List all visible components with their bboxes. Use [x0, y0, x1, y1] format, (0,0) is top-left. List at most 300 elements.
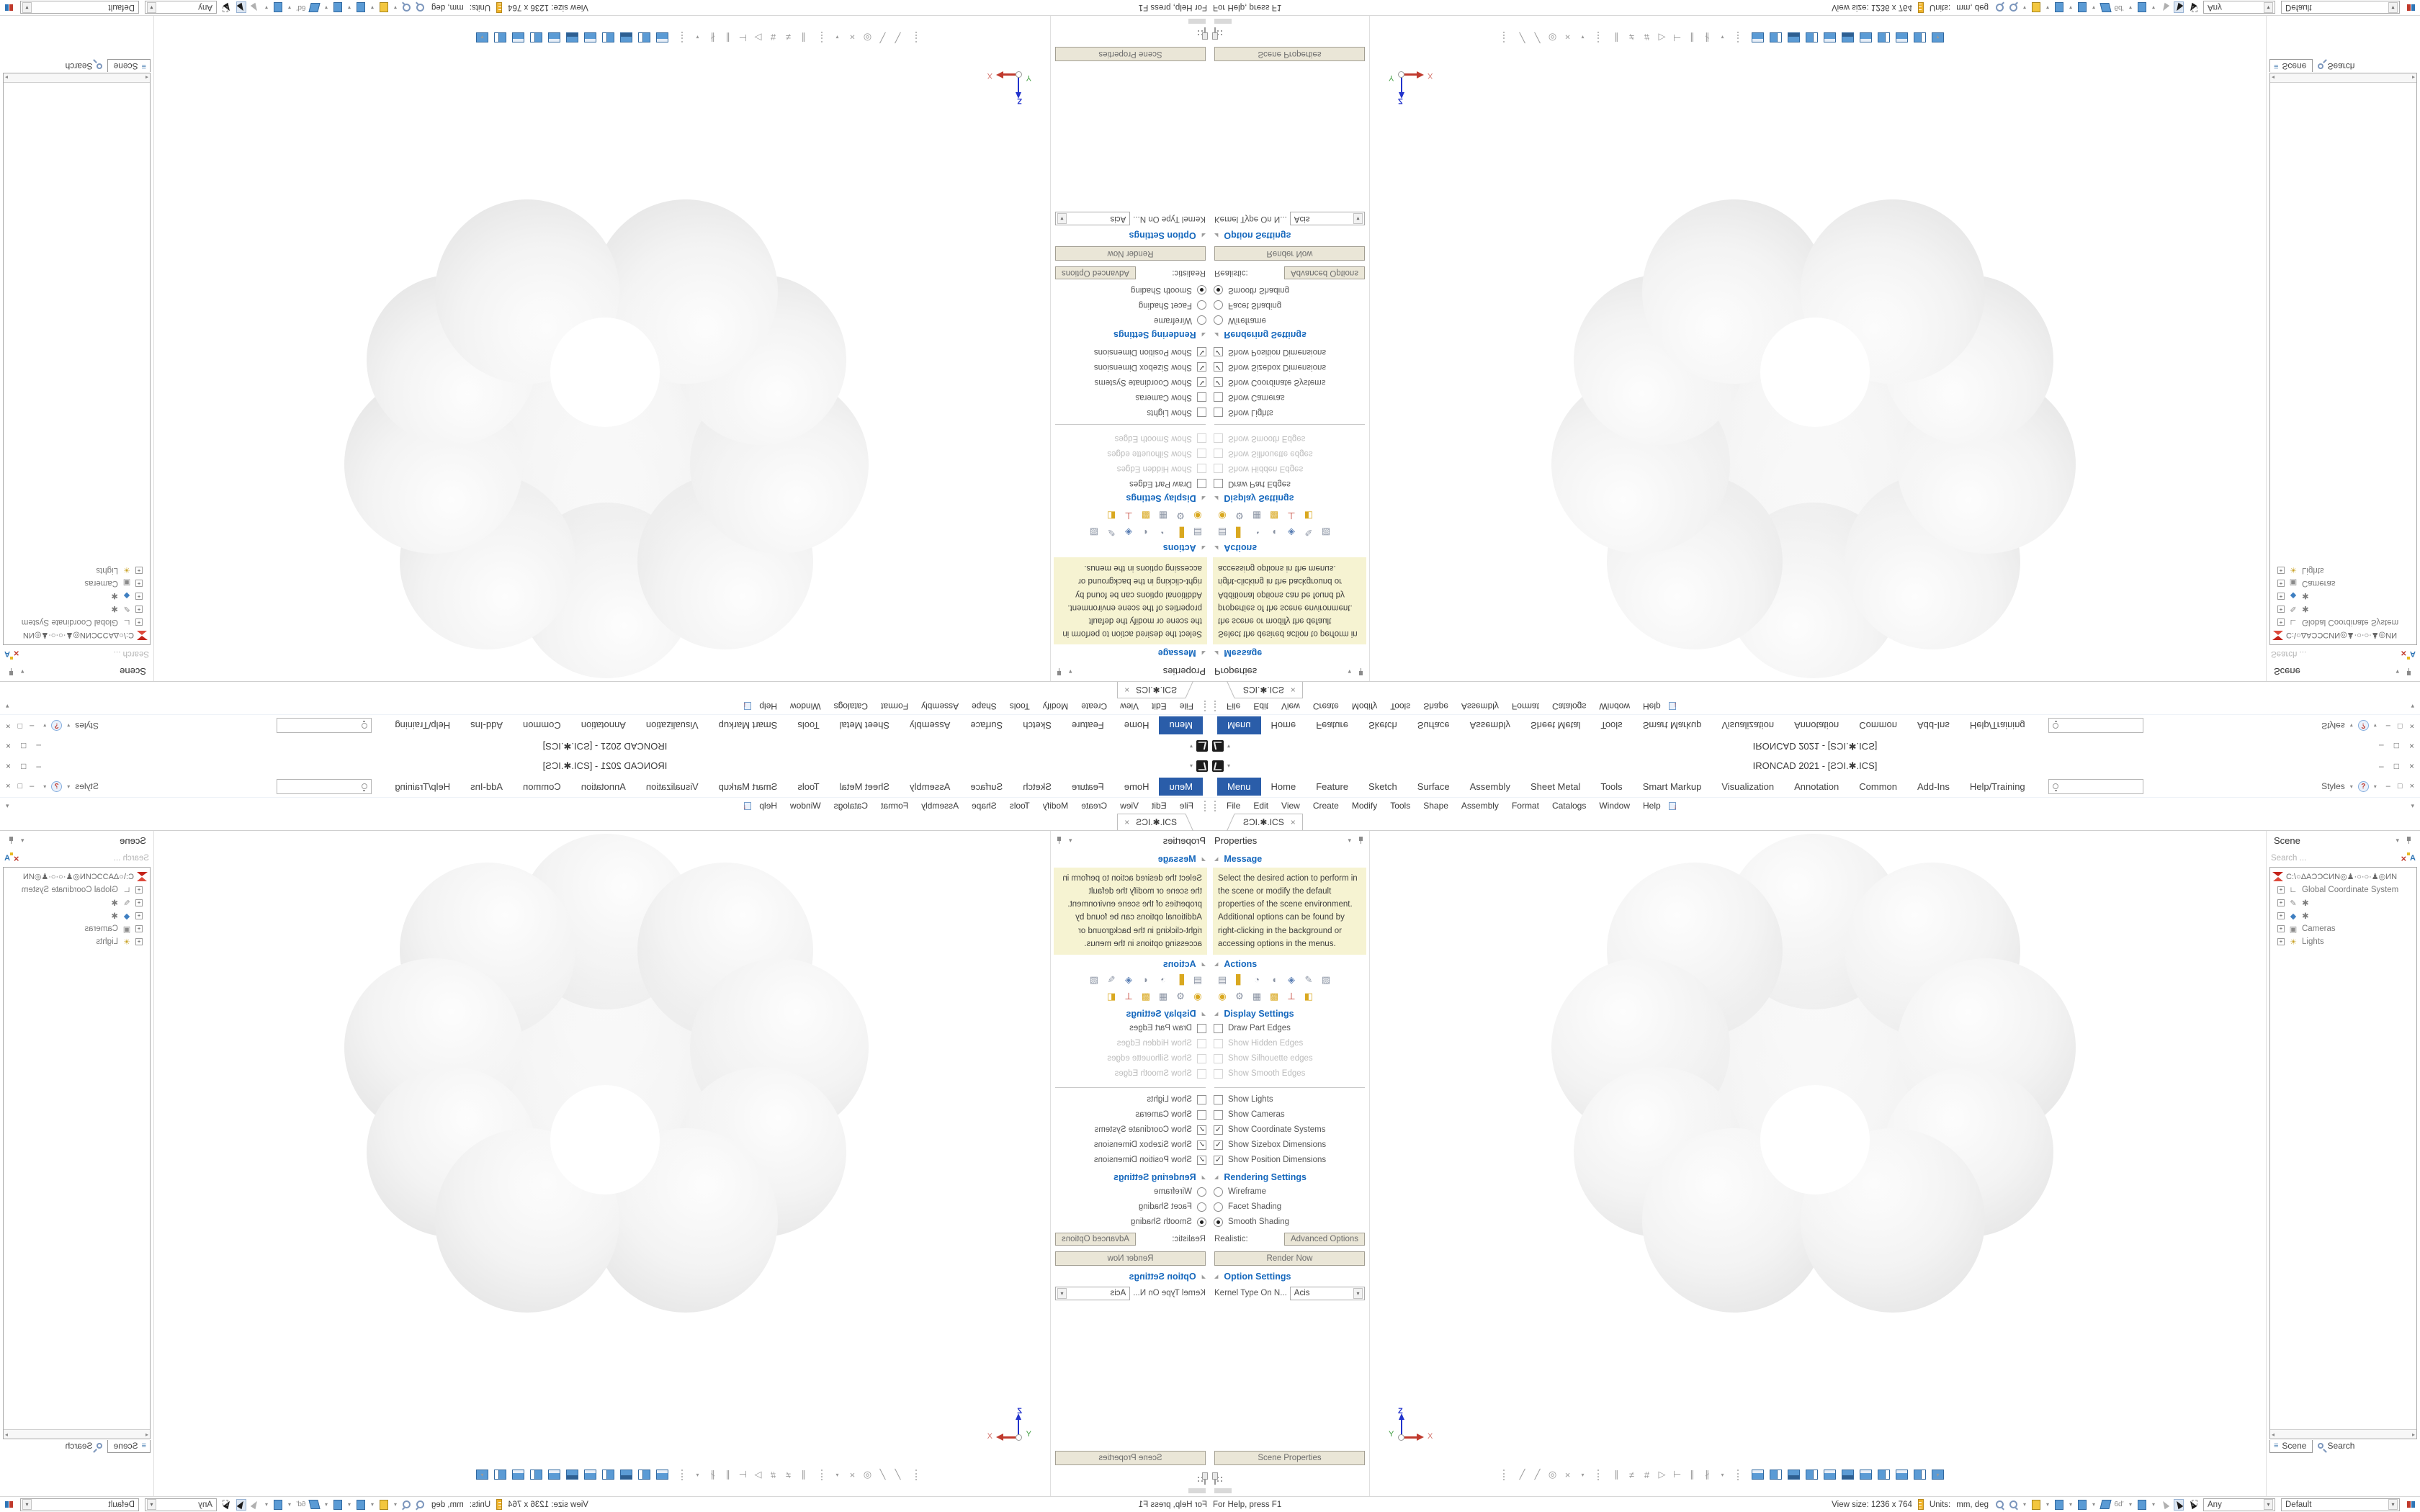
ribbon-tab[interactable]: Tools [797, 720, 820, 732]
tab-scene[interactable] [107, 1440, 151, 1453]
clear-search-icon[interactable]: × [13, 648, 19, 660]
ribbon-tab[interactable]: Common [1859, 720, 1898, 732]
command-search-input[interactable] [2061, 782, 2139, 791]
tab-scene[interactable] [107, 59, 151, 72]
close-button[interactable]: × [6, 760, 12, 771]
actions-section-title[interactable]: Actions [1224, 543, 1258, 554]
option-settings-title[interactable]: Option Settings [1224, 1271, 1291, 1282]
collapse-triangle-icon[interactable]: ◢ [1214, 545, 1219, 551]
close-button[interactable]: × [2408, 741, 2414, 752]
action-camera-icon[interactable]: ◉ [1193, 990, 1202, 1002]
doc-restore-button[interactable]: □ [17, 721, 23, 730]
scene-properties-button[interactable]: Scene Properties [1055, 47, 1206, 61]
link-nodes-icon[interactable] [2406, 1499, 2416, 1511]
customize-menu-icon[interactable]: ↓ [1669, 802, 1677, 810]
horizontal-scrollbar[interactable] [2270, 73, 2416, 83]
ribbon-tab[interactable]: Sheet Metal [839, 720, 890, 732]
styles-dropdown[interactable]: Styles [2321, 721, 2345, 731]
units-value[interactable]: mm, deg [431, 1500, 464, 1509]
view-cube-icon[interactable] [656, 1470, 668, 1480]
doc-restore-button[interactable]: □ [2397, 782, 2403, 791]
message-section-title[interactable]: Message [1224, 854, 1263, 864]
tree-item-global-coordinate-system[interactable] [2272, 883, 2416, 896]
panel-menu-dropdown-icon[interactable]: ▾ [2396, 836, 2399, 844]
collapse-triangle-icon[interactable]: ◢ [1201, 332, 1206, 338]
scroll-right-icon[interactable]: ▸ [5, 1431, 9, 1438]
ribbon-tab[interactable]: Surface [1417, 720, 1450, 732]
combo-dropdown-icon[interactable]: ▾ [2388, 1499, 2398, 1510]
dimension-tool-icon[interactable]: ⊢ [1672, 32, 1682, 43]
combo-dropdown-icon[interactable]: ▾ [22, 2, 32, 13]
ribbon-tab[interactable]: Surface [970, 720, 1003, 732]
grid-tool-icon[interactable]: # [1644, 1469, 1650, 1480]
display-checkbox[interactable] [1051, 1092, 1210, 1107]
zoom-dropdown[interactable]: ▾ [2022, 4, 2026, 11]
doc-restore-button[interactable]: □ [2397, 721, 2403, 730]
action-settings-gear-icon[interactable]: ⚙ [1176, 510, 1185, 522]
expand-icon[interactable]: + [135, 606, 143, 613]
menu-item[interactable]: Edit [1253, 701, 1269, 711]
display-checkbox[interactable] [1210, 1092, 1369, 1107]
render-mode-radio[interactable] [1210, 297, 1369, 312]
view-cube-icon[interactable] [1752, 1470, 1764, 1480]
viewport-3d[interactable] [1370, 831, 2266, 1496]
doc-minimize-button[interactable]: – [30, 721, 35, 730]
collapse-triangle-icon[interactable]: ◢ [1201, 650, 1206, 655]
horizontal-scrollbar[interactable] [4, 1429, 150, 1439]
display-checkbox[interactable] [1210, 1036, 1369, 1051]
restore-button[interactable]: □ [21, 760, 27, 771]
menu-item[interactable]: Edit [1151, 801, 1167, 811]
viewport-3d[interactable] [154, 16, 1050, 681]
view-cube-icon[interactable] [638, 32, 650, 42]
combo-dropdown-icon[interactable]: ▾ [2388, 2, 2398, 13]
toolbar-drag-handle[interactable] [681, 32, 683, 43]
scene-properties-button[interactable]: Scene Properties [1214, 1451, 1365, 1465]
view-cube-icon[interactable] [1896, 1470, 1908, 1480]
panel-menu-dropdown-icon[interactable]: ▾ [1069, 836, 1072, 844]
display-checkbox[interactable] [1051, 359, 1210, 374]
tree-item-sketch-flower[interactable] [4, 603, 148, 616]
clear-search-icon[interactable]: × [2401, 648, 2407, 660]
menu-item[interactable]: Tools [1009, 801, 1030, 811]
display-checkbox[interactable] [1051, 461, 1210, 476]
message-section-title[interactable]: Message [1157, 854, 1196, 864]
action-pull-block-icon[interactable]: ◧ [1304, 990, 1314, 1002]
move-dropdown[interactable]: ▾ [2092, 4, 2095, 11]
display-checkbox[interactable] [1051, 1107, 1210, 1122]
tree-item-global-coordinate-system[interactable] [4, 883, 148, 896]
tree-root[interactable] [2272, 629, 2416, 642]
quick-access-dropdown-icon[interactable]: ▾ [1227, 762, 1231, 769]
expand-icon[interactable]: + [135, 912, 143, 919]
action-graph-icon[interactable]: ▨ [1321, 527, 1331, 539]
solid-view-icon[interactable] [2137, 2, 2147, 14]
filter-sort-icon[interactable]: A [2410, 854, 2416, 863]
zoom-fit-icon[interactable] [416, 2, 426, 14]
display-checkbox[interactable] [1210, 1021, 1369, 1036]
command-search-box[interactable] [277, 719, 372, 734]
panel-tab-pill[interactable] [1188, 19, 1206, 24]
display-checkbox[interactable] [1051, 1122, 1210, 1138]
panel-menu-dropdown-icon[interactable]: ▾ [1348, 668, 1351, 676]
display-checkbox[interactable] [1210, 405, 1369, 420]
display-checkbox[interactable] [1210, 1107, 1369, 1122]
selection-filter-combo[interactable] [2203, 1498, 2275, 1511]
command-search-box[interactable] [277, 779, 372, 794]
display-checkbox[interactable] [1051, 1066, 1210, 1081]
ribbon-tab[interactable]: Annotation [1794, 720, 1839, 732]
document-tab[interactable] [1117, 814, 1186, 830]
close-button[interactable]: × [6, 741, 12, 752]
ribbon-tab[interactable]: Assembly [910, 780, 951, 792]
action-extract-shape-icon[interactable]: ◖ [1271, 526, 1277, 538]
document-tab-close-icon[interactable]: × [1124, 685, 1130, 695]
action-properties-list-icon[interactable]: ▤ [1217, 973, 1227, 985]
toolbar-drag-handle[interactable] [1597, 1470, 1599, 1480]
facet-view-icon[interactable] [310, 1499, 320, 1511]
camera-view-icon[interactable] [379, 1499, 389, 1511]
action-render-scene-icon[interactable]: ◈ [1288, 973, 1295, 985]
restore-button[interactable]: □ [21, 741, 27, 752]
viewport-3d[interactable] [154, 831, 1050, 1496]
zoom-dropdown[interactable]: ▾ [394, 4, 398, 11]
menu-item[interactable]: Assembly [921, 801, 959, 811]
render-mode-radio[interactable] [1051, 282, 1210, 297]
tree-item-global-coordinate-system[interactable] [2272, 616, 2416, 629]
display-checkbox[interactable] [1210, 476, 1369, 491]
style-combo[interactable] [20, 1498, 139, 1511]
action-assembly-boxes-icon[interactable]: ▩ [1141, 510, 1151, 522]
render-quality-icon[interactable]: 6d′ [2114, 1500, 2124, 1508]
menu-item[interactable]: View [1281, 701, 1300, 711]
collapse-triangle-icon[interactable]: ◢ [1214, 650, 1219, 655]
line-tool-icon[interactable]: ╱ [1519, 1469, 1525, 1480]
ribbon-tab[interactable]: Surface [970, 780, 1003, 792]
combo-dropdown-icon[interactable]: ▾ [147, 1499, 156, 1510]
action-orbit-view-icon[interactable]: ◔ [1160, 526, 1166, 538]
render-mode-radio[interactable] [1051, 1184, 1210, 1200]
style-combo[interactable] [2281, 1, 2400, 14]
filter-sort-icon[interactable]: A [2410, 649, 2416, 658]
view-cube-icon[interactable] [1788, 32, 1800, 42]
rendering-settings-title[interactable]: Rendering Settings [1113, 1171, 1196, 1182]
ribbon-tab[interactable]: Home [1124, 720, 1150, 732]
view-cube-icon[interactable] [548, 1470, 560, 1480]
view-cube-icon[interactable] [530, 32, 542, 42]
action-graph-icon[interactable]: ▨ [1321, 973, 1331, 985]
action-pull-block-icon[interactable]: ◧ [1304, 510, 1314, 522]
hatch-tool-icon[interactable]: ∥ [1614, 1469, 1619, 1480]
units-value[interactable]: mm, deg [1956, 1500, 1989, 1509]
shaded-dropdown[interactable]: ▾ [348, 1501, 351, 1508]
action-properties-list-icon[interactable]: ▤ [1193, 527, 1203, 539]
rendering-settings-title[interactable]: Rendering Settings [1113, 330, 1196, 341]
menu-item[interactable]: File [1227, 701, 1241, 711]
styles-dropdown[interactable]: Styles [75, 781, 99, 791]
styles-dropdown-icon[interactable]: ▾ [67, 722, 71, 729]
zoom-window-icon[interactable] [402, 2, 412, 14]
ribbon-tab[interactable]: Home [1270, 720, 1296, 732]
grid-tool-icon[interactable]: # [770, 1469, 776, 1480]
collapse-triangle-icon[interactable]: ◢ [1201, 495, 1206, 501]
help-dropdown-icon[interactable]: ▾ [43, 722, 47, 729]
help-dropdown-icon[interactable]: ▾ [43, 783, 47, 790]
menu-item[interactable]: View [1120, 701, 1139, 711]
panel-tab-pill[interactable] [1214, 1488, 1232, 1493]
combo-dropdown-icon[interactable]: ▾ [1057, 1288, 1067, 1299]
view-cube-icon[interactable] [1824, 1470, 1836, 1480]
collapse-triangle-icon[interactable]: ◢ [1201, 1274, 1206, 1279]
properties-panel-tab-icon[interactable] [1214, 1473, 1216, 1485]
grid-tool-icon[interactable]: # [770, 32, 776, 43]
box-select-icon[interactable] [2187, 2, 2197, 14]
expand-icon[interactable]: + [2277, 925, 2285, 932]
panel-tab-pill[interactable] [1214, 19, 1232, 24]
display-checkbox[interactable] [1051, 1021, 1210, 1036]
toolbar-drag-handle[interactable] [1214, 701, 1216, 712]
view-cube-icon[interactable] [1788, 1470, 1800, 1480]
document-tab-close-icon[interactable]: × [1124, 817, 1130, 827]
display-checkbox[interactable] [1051, 1036, 1210, 1051]
panel-menu-dropdown-icon[interactable]: ▾ [1348, 836, 1351, 844]
tool-group-dropdown[interactable]: ▾ [476, 32, 488, 42]
command-search-input[interactable] [2061, 721, 2139, 730]
menu-item[interactable]: Tools [1390, 701, 1411, 711]
curve-tool-icon[interactable]: ╱ [879, 1469, 886, 1480]
curve-tool-icon[interactable]: ╱ [879, 32, 886, 43]
camera-view-icon[interactable] [2031, 2, 2041, 14]
display-checkbox[interactable] [1210, 1051, 1369, 1066]
hatch-tool-icon[interactable]: ∥ [801, 1469, 806, 1480]
expand-icon[interactable]: + [2277, 593, 2285, 600]
action-axis-triad-icon[interactable]: ⊥ [1124, 990, 1133, 1002]
document-tab[interactable] [1234, 814, 1303, 830]
menu-item[interactable]: Shape [972, 801, 997, 811]
restore-button[interactable]: □ [2393, 760, 2399, 771]
doc-close-button[interactable]: × [2409, 782, 2414, 791]
combo-dropdown-icon[interactable]: ▾ [1057, 213, 1067, 224]
help-icon[interactable]: ? [2358, 721, 2369, 732]
view-cube-icon[interactable] [1860, 32, 1872, 42]
render-quality-dropdown[interactable]: ▾ [2128, 4, 2132, 11]
ribbon-tab[interactable]: Visualization [645, 720, 699, 732]
render-quality-icon[interactable]: 6d′ [296, 1500, 306, 1508]
display-checkbox[interactable] [1051, 374, 1210, 390]
view-cube-icon[interactable] [602, 32, 614, 42]
box-select-icon[interactable] [2187, 1499, 2197, 1511]
ribbon-tab[interactable]: Sketch [1368, 720, 1397, 732]
select-cursor-icon[interactable] [2174, 1499, 2184, 1511]
ribbon-tab[interactable]: Tools [797, 780, 820, 792]
link-nodes-icon[interactable] [4, 2, 14, 14]
collapse-triangle-icon[interactable]: ◢ [1214, 332, 1219, 338]
filter-sort-icon[interactable]: A [4, 854, 10, 863]
ribbon-tab[interactable]: Sketch [1023, 780, 1052, 792]
close-button[interactable]: × [2408, 760, 2414, 771]
ribbon-expand-icon[interactable]: ▾ [2411, 801, 2414, 809]
solid-view-icon[interactable] [2137, 1499, 2147, 1511]
zoom-dropdown[interactable]: ▾ [394, 1501, 398, 1508]
option-settings-title[interactable]: Option Settings [1129, 1271, 1196, 1282]
menu-item[interactable]: Format [1511, 801, 1539, 811]
pin-icon[interactable] [1055, 667, 1062, 677]
panel-tab-pill[interactable] [1188, 1488, 1206, 1493]
solid-view-icon[interactable] [273, 2, 283, 14]
expand-icon[interactable]: + [2277, 899, 2285, 906]
command-search-input[interactable] [281, 782, 359, 791]
customize-menu-icon[interactable]: ↓ [743, 703, 752, 711]
menu-item[interactable]: Shape [1423, 701, 1448, 711]
ribbon-tab[interactable]: Assembly [1469, 720, 1510, 732]
menu-item[interactable]: Shape [1423, 801, 1448, 811]
expand-icon[interactable]: + [135, 618, 143, 626]
link-nodes-icon[interactable] [4, 1499, 14, 1511]
zoom-window-icon[interactable] [2008, 2, 2018, 14]
menu-item[interactable]: Window [1599, 801, 1631, 811]
ribbon-tab[interactable]: Assembly [910, 720, 951, 732]
help-icon[interactable]: ? [2358, 781, 2369, 792]
menu-item[interactable]: Window [789, 701, 821, 711]
camera-view-icon[interactable] [379, 2, 389, 14]
action-assembly-boxes-icon[interactable]: ▩ [1141, 990, 1151, 1002]
view-cube-icon[interactable] [1878, 32, 1890, 42]
ribbon-tab[interactable]: Visualization [1721, 720, 1775, 732]
viewport-3d[interactable] [1370, 16, 2266, 681]
toolbar-drag-handle[interactable] [1503, 32, 1505, 43]
action-graph-icon[interactable]: ▨ [1089, 973, 1099, 985]
minimize-button[interactable]: – [2379, 760, 2384, 771]
action-pull-block-icon[interactable]: ◧ [1106, 990, 1116, 1002]
restore-button[interactable]: □ [2393, 741, 2399, 752]
properties-panel-tab-icon[interactable] [1214, 27, 1216, 39]
ribbon-tab[interactable]: Help/Training [395, 780, 451, 792]
expand-icon[interactable]: + [135, 938, 143, 945]
display-checkbox[interactable] [1210, 359, 1369, 374]
render-mode-radio[interactable] [1210, 282, 1369, 297]
tree-item-cameras[interactable] [4, 577, 148, 590]
menu-item[interactable]: Create [1312, 801, 1339, 811]
menu-item[interactable]: Tools [1390, 801, 1411, 811]
quick-access-dropdown-icon[interactable]: ▾ [1189, 762, 1193, 769]
menu-item[interactable]: Catalogs [1551, 701, 1587, 711]
tool-group-dropdown[interactable]: ▾ [476, 1470, 488, 1480]
render-quality-icon[interactable]: 6d′ [296, 4, 306, 12]
filter-sort-icon[interactable]: A [4, 649, 10, 658]
tool-group-dropdown[interactable]: ▾ [1581, 34, 1585, 41]
scene-search-input[interactable] [23, 854, 149, 863]
view-cube-icon[interactable] [1860, 1470, 1872, 1480]
render-now-button[interactable]: Render Now [1214, 1251, 1365, 1266]
menu-item[interactable]: Modify [1351, 801, 1378, 811]
tab-menu[interactable]: Menu [1217, 717, 1261, 735]
toolbar-drag-handle[interactable] [681, 1470, 683, 1480]
shaded-dropdown[interactable]: ▾ [348, 4, 351, 11]
action-axis-triad-icon[interactable]: ⊥ [1287, 510, 1296, 522]
display-checkbox[interactable] [1051, 1153, 1210, 1168]
action-graph-icon[interactable]: ▨ [1089, 527, 1099, 539]
action-settings-gear-icon[interactable]: ⚙ [1235, 990, 1244, 1002]
inactive-cursor-icon[interactable] [250, 1499, 260, 1511]
actions-section-title[interactable]: Actions [1162, 958, 1196, 969]
hatch-tool-icon[interactable]: ∥ [801, 32, 806, 43]
help-icon[interactable]: ? [51, 781, 62, 792]
tool-group-dropdown[interactable]: ▾ [1721, 34, 1724, 41]
styles-dropdown-icon[interactable]: ▾ [2349, 783, 2353, 790]
render-mode-radio[interactable] [1210, 312, 1369, 328]
expand-icon[interactable]: + [2277, 938, 2285, 945]
option-settings-title[interactable]: Option Settings [1224, 230, 1291, 241]
collapse-triangle-icon[interactable]: ◢ [1201, 1174, 1206, 1180]
ribbon-tab[interactable]: Visualization [645, 780, 699, 792]
display-settings-title[interactable]: Display Settings [1224, 493, 1294, 504]
tree-item-sketch-flower[interactable] [2272, 603, 2416, 616]
menu-item[interactable]: Window [789, 801, 821, 811]
render-mode-radio[interactable] [1051, 1215, 1210, 1230]
menu-item[interactable]: File [1179, 801, 1193, 811]
scene-properties-button[interactable]: Scene Properties [1055, 1451, 1206, 1465]
view-cube-icon[interactable] [584, 1470, 596, 1480]
scroll-left-icon[interactable]: ◂ [2272, 1431, 2275, 1438]
ribbon-tab[interactable]: Feature [1071, 720, 1104, 732]
collapse-triangle-icon[interactable]: ◢ [1201, 233, 1206, 238]
action-new-part-icon[interactable]: ▋ [1236, 973, 1243, 985]
expand-icon[interactable]: + [135, 593, 143, 600]
ribbon-tab[interactable]: Common [522, 780, 561, 792]
menu-item[interactable]: Assembly [1461, 701, 1499, 711]
shaded-view-icon[interactable] [356, 1499, 366, 1511]
toolbar-drag-handle[interactable] [1737, 32, 1739, 43]
collapse-triangle-icon[interactable]: ◢ [1201, 1011, 1206, 1017]
doc-restore-button[interactable]: □ [17, 782, 23, 791]
action-edit-sheet-icon[interactable]: ✎ [1304, 527, 1313, 539]
customize-menu-icon[interactable]: ↓ [743, 802, 752, 810]
menu-item[interactable]: Catalogs [833, 801, 869, 811]
tab-menu[interactable]: Menu [1159, 717, 1203, 735]
tree-item-part-flower[interactable] [2272, 909, 2416, 922]
menu-item[interactable]: Help [759, 801, 777, 811]
display-checkbox[interactable] [1051, 476, 1210, 491]
scene-properties-button[interactable]: Scene Properties [1214, 47, 1365, 61]
tree-item-part-flower[interactable] [2272, 590, 2416, 603]
ribbon-expand-icon[interactable]: ▾ [2411, 703, 2414, 711]
document-tab[interactable] [1234, 682, 1303, 698]
collapse-triangle-icon[interactable]: ◢ [1214, 233, 1219, 238]
ribbon-tab[interactable]: Add-Ins [1917, 780, 1950, 792]
collapse-triangle-icon[interactable]: ◢ [1214, 1274, 1219, 1279]
customize-menu-icon[interactable]: ↓ [1669, 703, 1677, 711]
curve-tool-icon[interactable]: ╱ [1534, 32, 1541, 43]
display-checkbox[interactable] [1051, 390, 1210, 405]
units-value[interactable]: mm, deg [1956, 3, 1989, 12]
view-cube-icon[interactable] [566, 1470, 578, 1480]
action-new-part-icon[interactable]: ▋ [1236, 527, 1243, 539]
tool-group-dropdown[interactable]: ▾ [696, 34, 699, 41]
render-now-button[interactable]: Render Now [1055, 1251, 1206, 1266]
quick-access-dropdown-icon[interactable]: ▾ [1227, 743, 1231, 750]
ribbon-expand-icon[interactable]: ▾ [6, 801, 9, 809]
tool-group-dropdown[interactable]: ▾ [835, 1471, 839, 1478]
document-tab-close-icon[interactable]: × [1290, 685, 1296, 695]
selection-filter-combo[interactable] [145, 1498, 217, 1511]
zoom-window-icon[interactable] [2008, 1499, 2018, 1511]
tab-menu[interactable]: Menu [1217, 778, 1261, 796]
display-checkbox[interactable] [1051, 1051, 1210, 1066]
expand-icon[interactable]: + [135, 899, 143, 906]
dimension-tool-icon[interactable]: ⊢ [1672, 1469, 1682, 1480]
scene-search-input[interactable] [2271, 649, 2397, 658]
display-checkbox[interactable] [1210, 431, 1369, 446]
